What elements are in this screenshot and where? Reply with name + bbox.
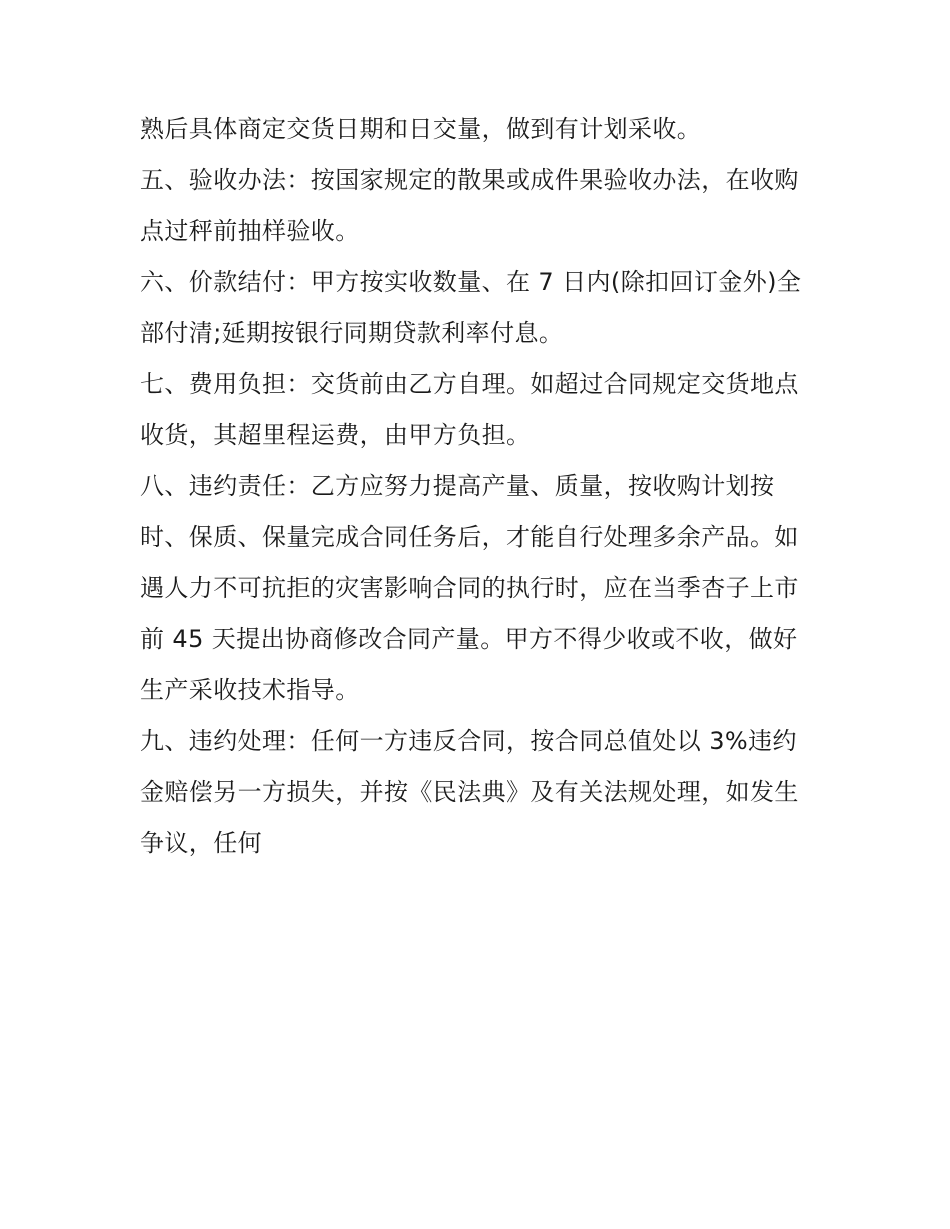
text-line: 部付清;延期按银行同期贷款利率付息。 [140,319,564,347]
text-line: 熟后具体商定交货日期和日交量，做到有计划采收。 [140,115,702,143]
text-line: 前 45 天提出协商修改合同产量。甲方不得少收或不收，做好 [140,625,798,653]
text-line: 时、保质、保量完成合同任务后，才能自行处理多余产品。如 [140,523,799,551]
text-line: 遇人力不可抗拒的灾害影响合同的执行时，应在当季杏子上市 [140,574,799,602]
text-line: 点过秤前抽样验收。 [140,217,360,245]
text-line: 五、验收办法：按国家规定的散果或成件果验收办法，在收购 [140,166,799,194]
text-line: 九、违约处理：任何一方违反合同，按合同总值处以 3%违约 [140,727,797,755]
text-line: 八、违约责任：乙方应努力提高产量、质量，按收购计划按 [140,472,775,500]
document-body [140,104,820,869]
text-line: 争议，任何 [140,829,262,857]
text-line: 六、价款结付：甲方按实收数量、在 7 日内(除扣回订金外)全 [140,268,802,296]
text-line: 金赔偿另一方损失，并按《民法典》及有关法规处理，如发生 [140,778,799,806]
text-line: 收货，其超里程运费，由甲方负担。 [140,421,531,449]
text-line: 七、费用负担：交货前由乙方自理。如超过合同规定交货地点 [140,370,799,398]
text-line: 生产采收技术指导。 [140,676,360,704]
